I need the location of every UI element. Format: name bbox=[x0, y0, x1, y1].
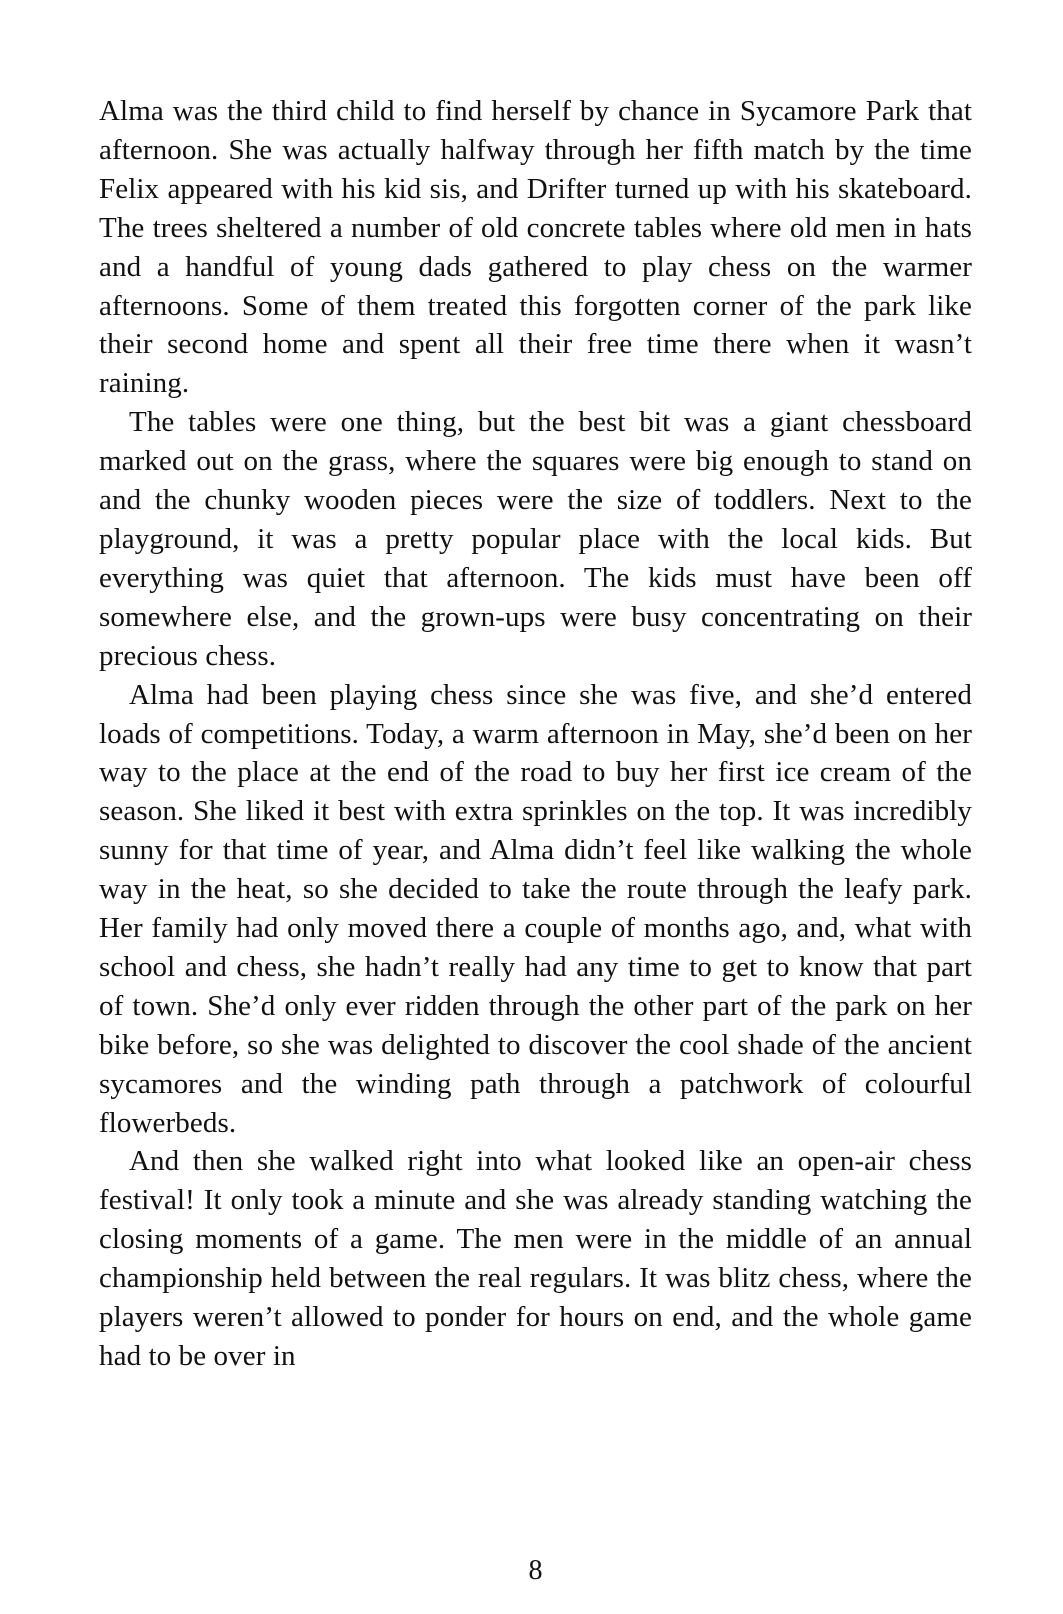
page-number: 8 bbox=[528, 1555, 543, 1586]
paragraph-opening: Alma was the third child to find herself by chance in Sycamore Park that afternoon. She was actually halfway through her fifth match by the time Felix appeared with his kid sis, and Drifter turned up with his skateboard. The trees sheltered a number of old concrete tables where old men in hats and a handful of young dads gathered to play chess on the warmer afternoons. Some of them treated this forgotten corner of the park like their second home and spent all their free time there when it wasn’t raining. bbox=[99, 95, 972, 400]
page-text-block bbox=[99, 92, 972, 1376]
paragraph-chess-festival: And then she walked right into what looked like an open-air chess festival! It only took a minute and she was already standing watching the closing moments of a game. The men were in the middle of an annual championship held between the real regulars. It was blitz chess, where the players weren’t allowed to ponder for hours on end, and the whole game had to be over in bbox=[99, 1145, 972, 1372]
paragraph-giant-chessboard: The tables were one thing, but the best bit was a giant chessboard marked out on the grass, where the squares were big enough to stand on and the chunky wooden pieces were the size of toddlers. Next to the playground, it was a pretty popular place with the local kids. But everything was quiet that afternoon. The kids must have been off somewhere else, and the grown-ups were busy concentrating on their precious chess. bbox=[99, 406, 972, 672]
paragraph-alma-backstory: Alma had been playing chess since she was five, and she’d entered loads of competitions. Today, a warm afternoon in May, she’d been on her way to the place at the end of the road to buy her first ice cream of the season. She liked it best with extra sprinkles on the top. It was incredibly sunny for that time of year, and Alma didn’t feel like walking the whole way in the heat, so she decided to take the route through the leafy park. Her family had only moved there a couple of months ago, and, what with school and chess, she hadn’t really had any time to get to know that part of town. She’d only ever ridden through the other part of the park on her bike before, so she was delighted to discover the cool shade of the ancient sycamores and the winding path through a patchwork of colourful flowerbeds. bbox=[99, 678, 972, 1139]
